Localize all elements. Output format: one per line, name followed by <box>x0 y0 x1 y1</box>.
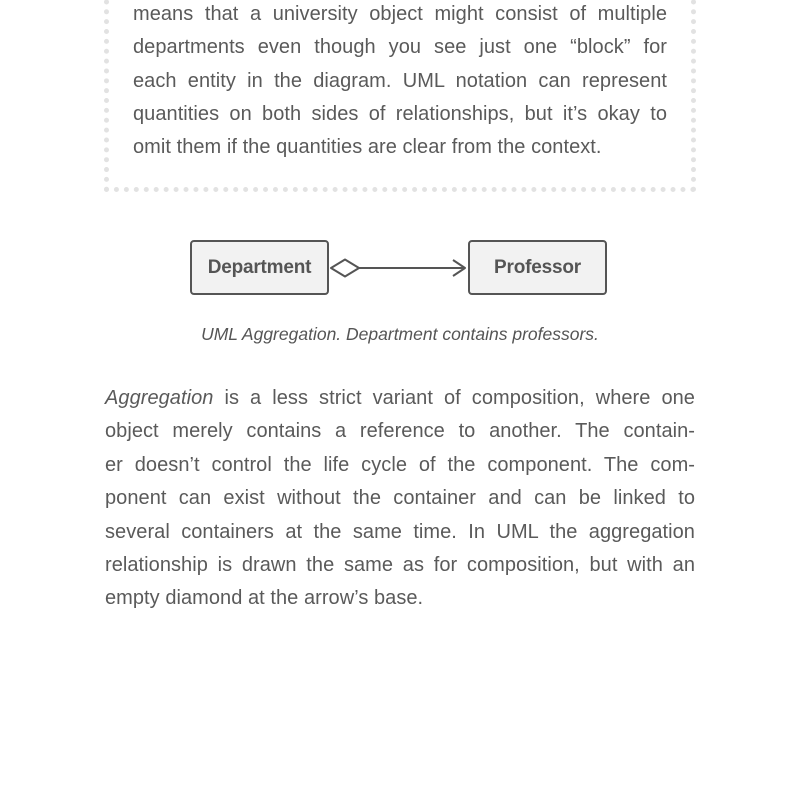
note-line: departments even though you see just one “block” for <box>133 36 667 59</box>
paragraph-line: relationship is drawn the same as for composition, but with an <box>105 554 695 577</box>
note-line: each entity in the diagram. UML notation can represent <box>133 69 667 92</box>
paragraph-line <box>105 382 695 415</box>
uml-aggregation-diagram <box>188 238 612 300</box>
paragraph-first-line-rest: is a less strict variant of composition, where one <box>213 387 695 409</box>
body-paragraph <box>105 382 695 616</box>
note-line: quantities on both sides of relationships, but it’s okay to <box>133 102 667 125</box>
figure-caption: UML Aggregation. Department contains professors. <box>201 324 599 344</box>
term-aggregation: Aggregation <box>105 387 214 409</box>
paragraph-line: several containers at the same time. In UML the aggregation <box>105 520 695 543</box>
paragraph-line: er doesn’t control the life cycle of the component. The com- <box>105 453 695 476</box>
paragraph-line: ponent can exist without the container and can be linked to <box>105 487 695 510</box>
note-text <box>133 0 667 164</box>
uml-class-professor: Professor <box>468 240 607 295</box>
note-line: omit them if the quantities are clear from the context. <box>133 136 602 159</box>
paragraph-line: object merely contains a reference to another. The contain- <box>105 420 695 443</box>
aggregation-diamond-icon <box>331 260 359 277</box>
uml-class-department: Department <box>190 240 329 295</box>
note-line: means that a university object might consist of multiple <box>133 3 667 25</box>
paragraph-line: empty diamond at the arrow’s base. <box>105 587 424 610</box>
